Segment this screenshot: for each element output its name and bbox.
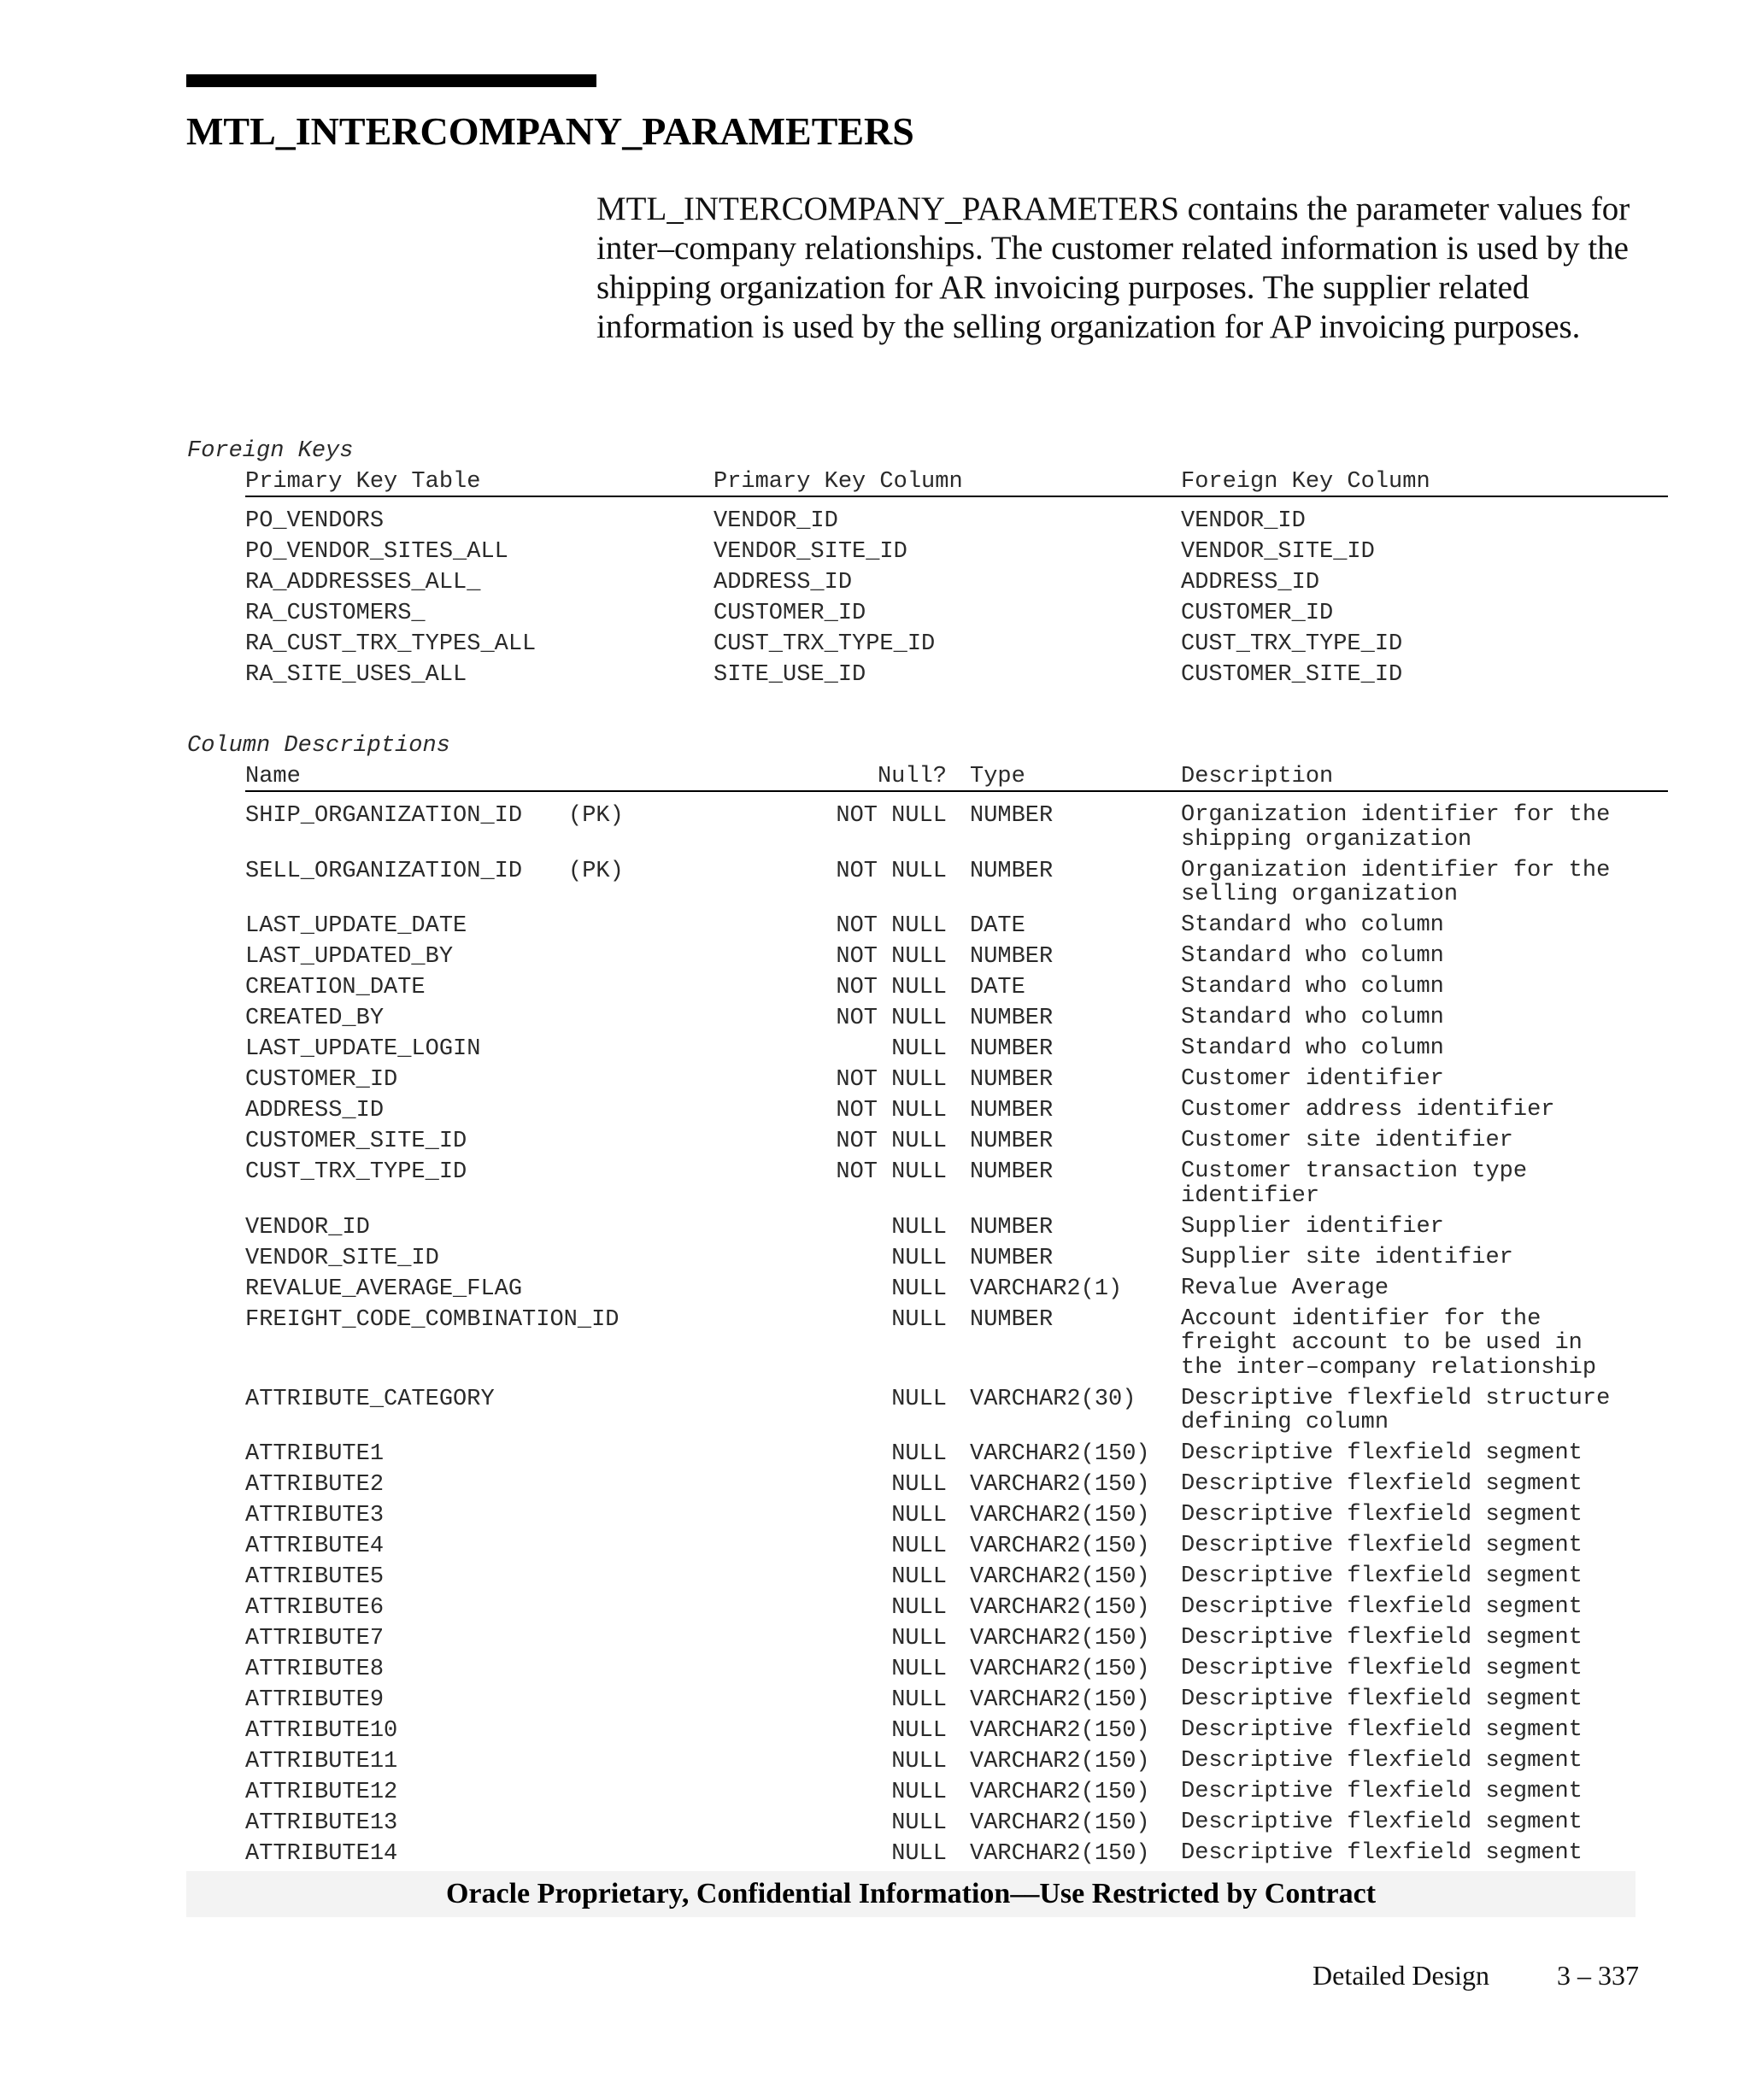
fk-pk-column: CUST_TRX_TYPE_ID [714,631,936,657]
column-type: NUMBER [970,858,1054,884]
column-description: Descriptive flexfield structure defining column [1181,1385,1611,1435]
fk-table: RA_ADDRESSES_ALL_ [245,570,481,595]
column-nullability: NULL [891,1214,947,1241]
column-nullability: NULL [891,1687,947,1713]
column-nullability: NULL [891,1749,947,1774]
column-type: NUMBER [970,1159,1054,1185]
column-name: ATTRIBUTE11 [245,1749,398,1774]
cd-header-null: Null? [877,764,947,789]
column-description: Descriptive flexfield segment [1181,1563,1583,1589]
column-name: ATTRIBUTE6 [245,1595,385,1621]
column-name: ATTRIBUTE7 [245,1626,385,1651]
column-description: Standard who column [1181,974,1444,1000]
column-type: NUMBER [970,1067,1054,1093]
column-description: Standard who column [1181,943,1444,969]
column-description: Descriptive flexfield segment [1181,1779,1583,1804]
column-description: Supplier identifier [1181,1213,1444,1240]
column-nullability: NULL [891,1472,947,1498]
column-description: Descriptive flexfield segment [1181,1748,1583,1774]
column-type: VARCHAR2(150) [970,1564,1150,1590]
column-type: VARCHAR2(150) [970,1841,1150,1867]
column-name: CUST_TRX_TYPE_ID [245,1159,467,1185]
column-type: VARCHAR2(150) [970,1780,1150,1805]
column-name: SELL_ORGANIZATION_ID [245,858,523,884]
column-name: CREATION_DATE [245,975,426,1000]
column-type: NUMBER [970,1006,1054,1031]
column-name: ATTRIBUTE2 [245,1472,385,1498]
column-nullability: NULL [891,1036,947,1062]
column-name: ATTRIBUTE8 [245,1657,385,1682]
fk-pk-column: VENDOR_SITE_ID [714,539,907,565]
column-name: ATTRIBUTE12 [245,1780,398,1805]
column-nullability: NOT NULL [836,913,947,939]
column-description: Customer site identifier [1181,1128,1513,1153]
column-name: ATTRIBUTE4 [245,1534,385,1559]
column-nullability: NULL [891,1386,947,1412]
column-nullability: NOT NULL [836,975,947,1000]
foreign-keys-label: Foreign Keys [187,438,354,464]
column-description: Descriptive flexfield segment [1181,1471,1583,1497]
column-nullability: NULL [891,1718,947,1744]
fk-table: RA_SITE_USES_ALL [245,662,467,688]
cd-header-name: Name [245,764,301,789]
column-description: Standard who column [1181,1035,1444,1061]
column-description: Descriptive flexfield segment [1181,1533,1583,1558]
column-description: Descriptive flexfield segment [1181,1810,1583,1835]
column-description: Descriptive flexfield segment [1181,1594,1583,1620]
column-type: NUMBER [970,1245,1054,1271]
column-nullability: NOT NULL [836,1006,947,1031]
column-type: NUMBER [970,944,1054,970]
fk-table: RA_CUST_TRX_TYPES_ALL [245,631,537,657]
column-nullability: NOT NULL [836,944,947,970]
column-type: VARCHAR2(150) [970,1595,1150,1621]
column-description: Organization identifier for the selling organization [1181,857,1611,907]
column-description: Descriptive flexfield segment [1181,1656,1583,1681]
column-nullability: NOT NULL [836,1098,947,1123]
column-description: Descriptive flexfield segment [1181,1440,1583,1466]
column-type: NUMBER [970,1036,1054,1062]
column-description: Descriptive flexfield segment [1181,1717,1583,1743]
fk-header-fk-column: Foreign Key Column [1181,469,1430,495]
column-name: LAST_UPDATE_LOGIN [245,1036,481,1062]
fk-pk-column: SITE_USE_ID [714,662,866,688]
column-name: ATTRIBUTE5 [245,1564,385,1590]
column-type: VARCHAR2(1) [970,1276,1123,1302]
fk-table: PO_VENDOR_SITES_ALL [245,539,508,565]
column-type: NUMBER [970,1214,1054,1241]
column-name: REVALUE_AVERAGE_FLAG [245,1276,523,1302]
table-description: MTL_INTERCOMPANY_PARAMETERS contains the parameter values for inter–company relationships. The customer related information is used by the shipping organization for AR invoicing purposes. The supplier related information is used by the selling organization for AP invoicing purposes. [596,191,1630,345]
column-type: NUMBER [970,1306,1054,1333]
column-type: VARCHAR2(30) [970,1386,1136,1412]
column-nullability: NULL [891,1441,947,1467]
confidentiality-band [186,1871,1635,1917]
column-name: VENDOR_SITE_ID [245,1245,439,1271]
confidentiality-notice: Oracle Proprietary, Confidential Information––Use Restricted by Contract [445,1878,1377,1909]
foreign-keys-header-rule [245,496,1668,497]
fk-header-table: Primary Key Table [245,469,481,495]
footer-section-title: Detailed Design [1312,1960,1490,1991]
primary-key-marker: (PK) [568,858,624,884]
fk-table: PO_VENDORS [245,508,385,534]
column-description: Descriptive flexfield segment [1181,1625,1583,1651]
footer-page-number: 3 – 337 [1557,1960,1639,1991]
column-name: SHIP_ORGANIZATION_ID [245,803,523,829]
column-name: VENDOR_ID [245,1214,370,1241]
column-description: Standard who column [1181,1005,1444,1030]
fk-fk-column: CUSTOMER_ID [1181,601,1334,626]
column-description: Organization identifier for the shipping organization [1181,802,1611,853]
column-type: VARCHAR2(150) [970,1687,1150,1713]
column-name: LAST_UPDATE_DATE [245,913,467,939]
column-type: VARCHAR2(150) [970,1749,1150,1774]
column-description: Customer address identifier [1181,1097,1555,1123]
column-type: NUMBER [970,803,1054,829]
column-name: ATTRIBUTE1 [245,1441,385,1467]
column-description: Revalue Average [1181,1275,1389,1301]
column-name: ADDRESS_ID [245,1098,385,1123]
column-nullability: NULL [891,1534,947,1559]
column-description: Supplier site identifier [1181,1244,1513,1270]
column-nullability: NOT NULL [836,858,947,884]
column-type: VARCHAR2(150) [970,1810,1150,1836]
fk-fk-column: VENDOR_ID [1181,508,1306,534]
column-nullability: NOT NULL [836,1067,947,1093]
column-nullability: NULL [891,1780,947,1805]
column-nullability: NULL [891,1595,947,1621]
column-type: VARCHAR2(150) [970,1718,1150,1744]
column-name: CREATED_BY [245,1006,385,1031]
column-name: FREIGHT_CODE_COMBINATION_ID [245,1306,620,1333]
column-description: Customer transaction type identifier [1181,1159,1528,1209]
page-title: MTL_INTERCOMPANY_PARAMETERS [186,109,914,153]
column-type: VARCHAR2(150) [970,1503,1150,1528]
fk-pk-column: ADDRESS_ID [714,570,853,595]
fk-pk-column: CUSTOMER_ID [714,601,866,626]
column-name: ATTRIBUTE10 [245,1718,398,1744]
column-name: ATTRIBUTE9 [245,1687,385,1713]
column-nullability: NULL [891,1306,947,1333]
column-type: VARCHAR2(150) [970,1441,1150,1467]
column-type: NUMBER [970,1129,1054,1154]
column-type: VARCHAR2(150) [970,1472,1150,1498]
title-rule [186,74,596,87]
column-type: DATE [970,975,1025,1000]
cd-header-type: Type [970,764,1025,789]
column-nullability: NOT NULL [836,1159,947,1185]
column-description: Customer identifier [1181,1066,1444,1092]
fk-pk-column: VENDOR_ID [714,508,838,534]
column-type: DATE [970,913,1025,939]
column-type: VARCHAR2(150) [970,1657,1150,1682]
column-nullability: NULL [891,1564,947,1590]
fk-header-pk-column: Primary Key Column [714,469,963,495]
fk-fk-column: ADDRESS_ID [1181,570,1320,595]
column-nullability: NULL [891,1626,947,1651]
column-name: ATTRIBUTE13 [245,1810,398,1836]
column-description: Account identifier for the freight account to be used in the inter–company relationship [1181,1305,1597,1381]
column-description: Descriptive flexfield segment [1181,1840,1583,1866]
column-nullability: NOT NULL [836,1129,947,1154]
column-nullability: NULL [891,1276,947,1302]
fk-fk-column: CUST_TRX_TYPE_ID [1181,631,1403,657]
column-name: CUSTOMER_ID [245,1067,398,1093]
fk-fk-column: CUSTOMER_SITE_ID [1181,662,1403,688]
column-name: ATTRIBUTE_CATEGORY [245,1386,495,1412]
column-name: ATTRIBUTE3 [245,1503,385,1528]
primary-key-marker: (PK) [568,803,624,829]
column-nullability: NULL [891,1503,947,1528]
column-name: LAST_UPDATED_BY [245,944,454,970]
column-type: VARCHAR2(150) [970,1626,1150,1651]
column-description: Descriptive flexfield segment [1181,1502,1583,1528]
column-nullability: NULL [891,1245,947,1271]
column-nullability: NULL [891,1841,947,1867]
column-description: Descriptive flexfield segment [1181,1686,1583,1712]
cd-header-description: Description [1181,764,1334,789]
fk-fk-column: VENDOR_SITE_ID [1181,539,1375,565]
column-nullability: NULL [891,1810,947,1836]
column-type: NUMBER [970,1098,1054,1123]
fk-table: RA_CUSTOMERS_ [245,601,426,626]
column-descriptions-header-rule [245,790,1668,792]
column-nullability: NULL [891,1657,947,1682]
column-description: Standard who column [1181,912,1444,938]
column-name: ATTRIBUTE14 [245,1841,398,1867]
column-nullability: NOT NULL [836,803,947,829]
column-descriptions-label: Column Descriptions [187,733,450,759]
column-name: CUSTOMER_SITE_ID [245,1129,467,1154]
column-type: VARCHAR2(150) [970,1534,1150,1559]
